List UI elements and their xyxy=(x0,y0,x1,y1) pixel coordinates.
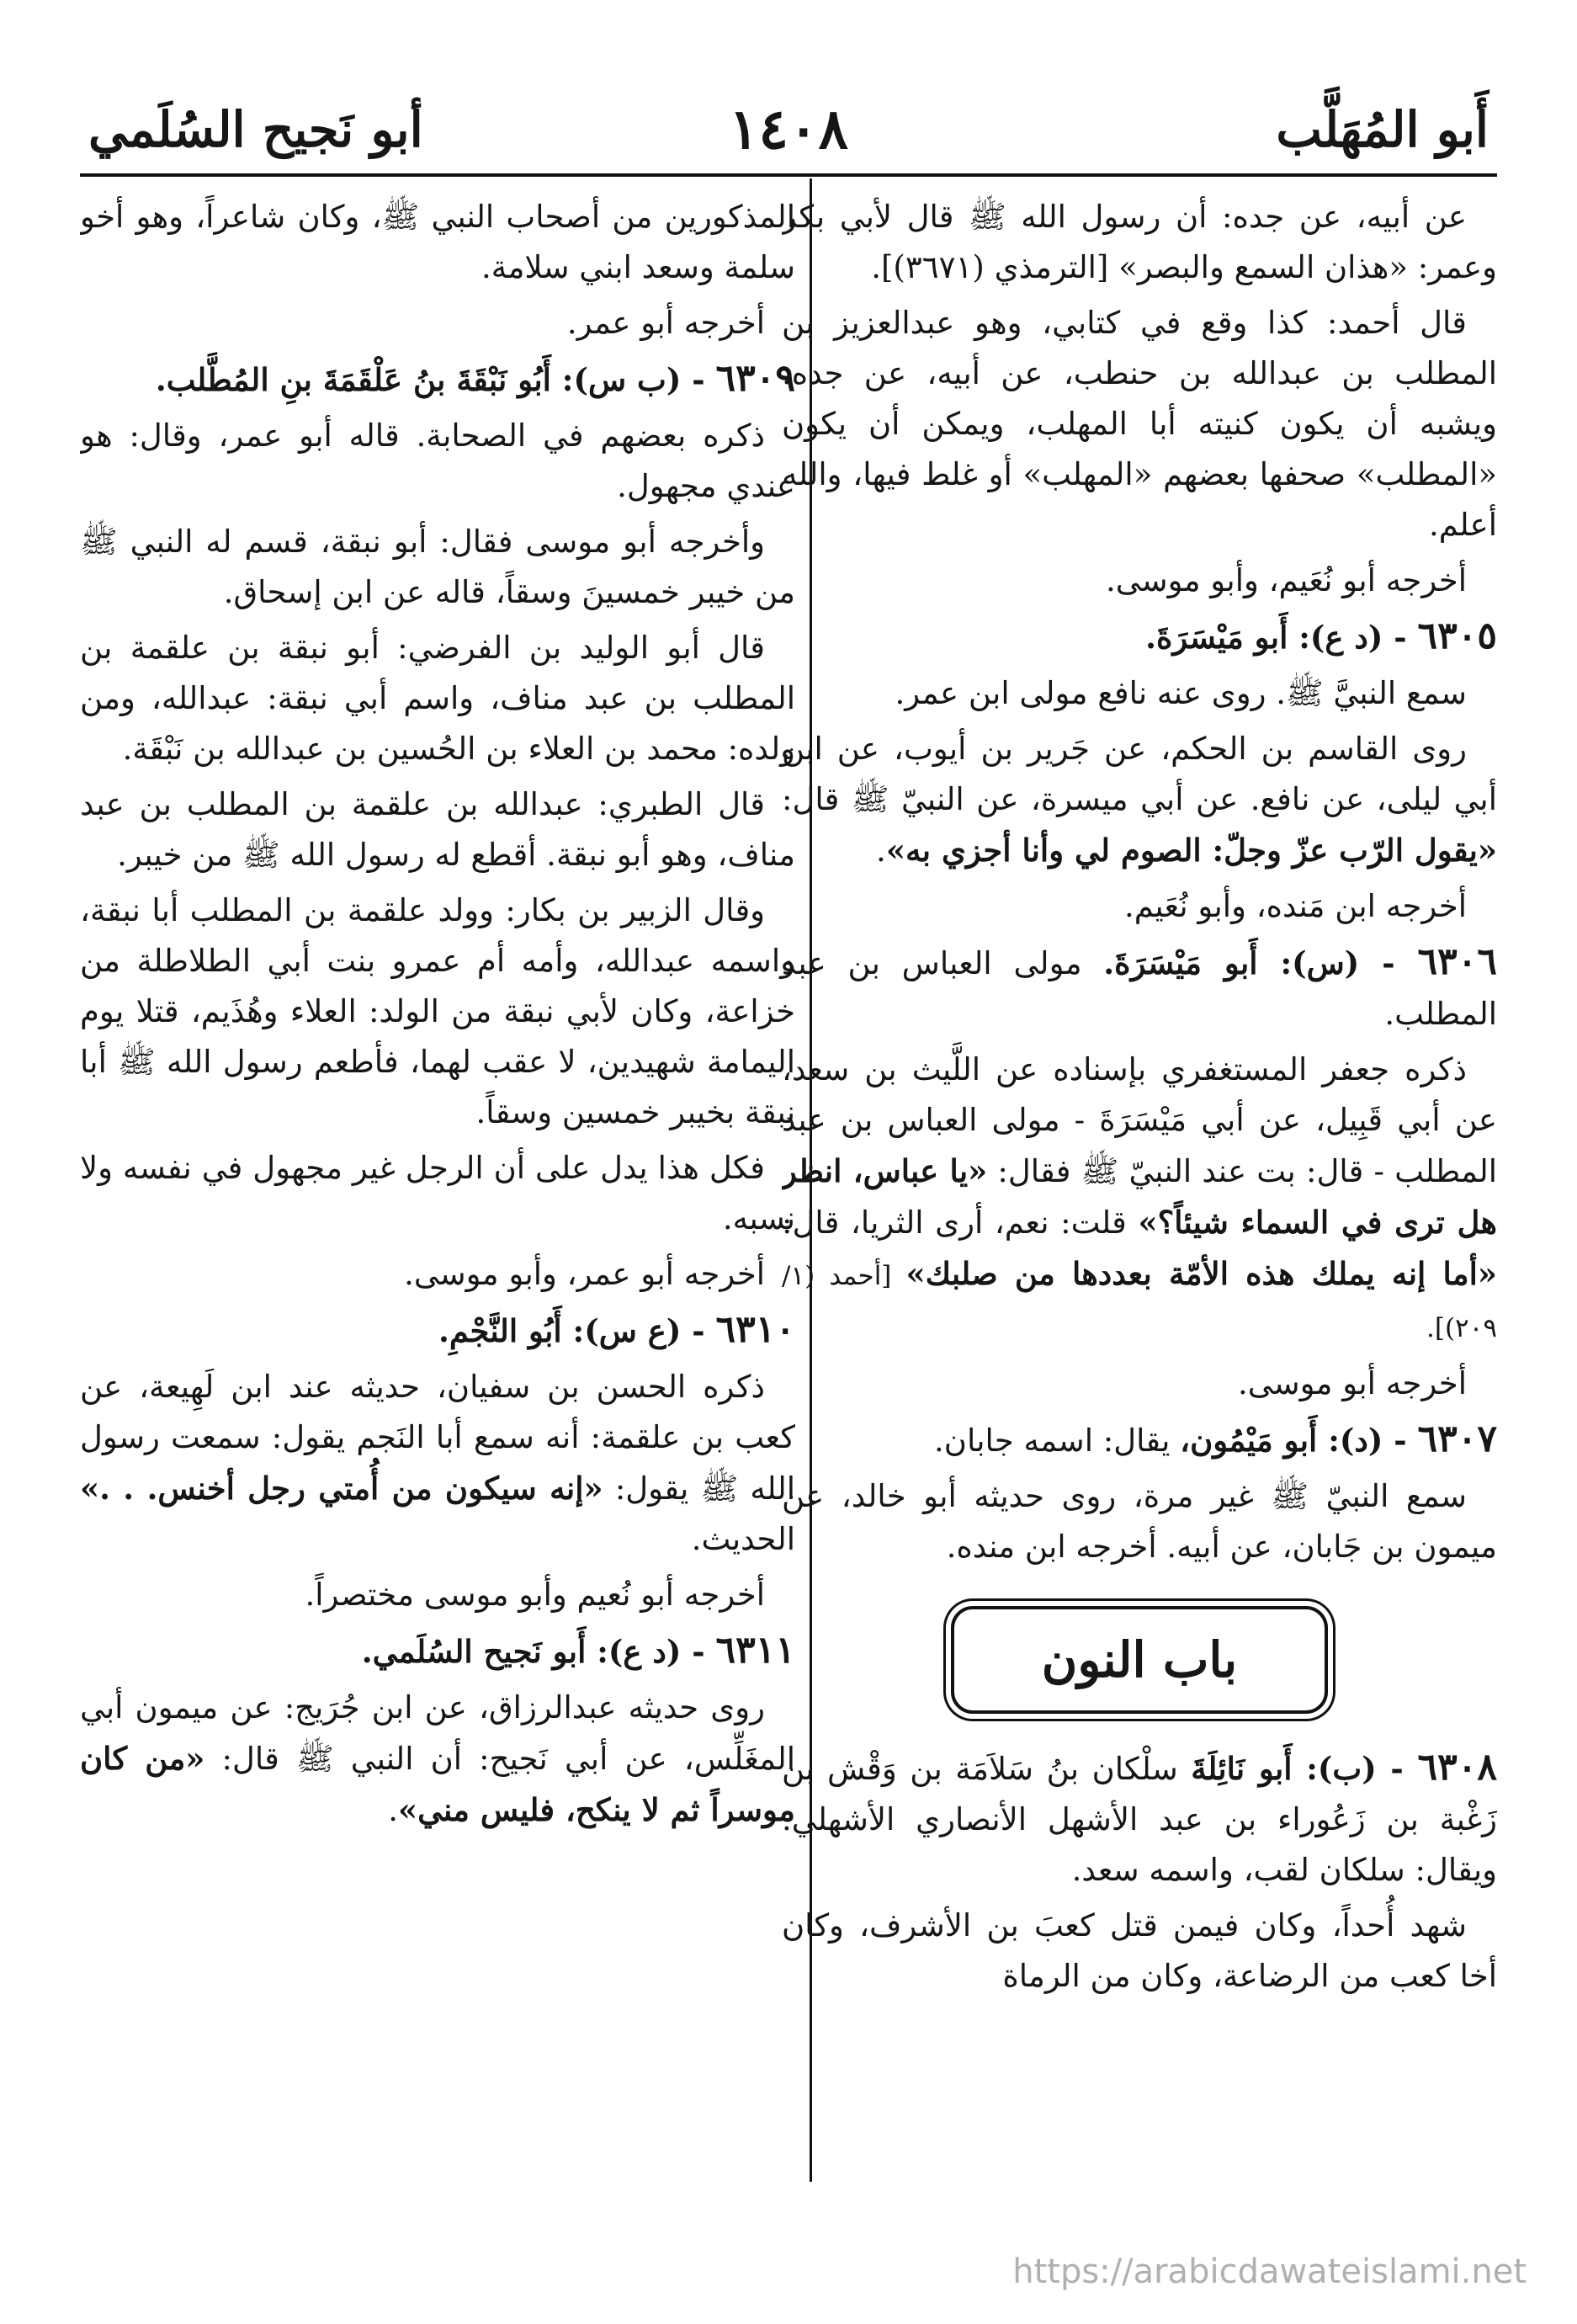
left-column xyxy=(80,192,795,2178)
text: قلت: نعم، أرى الثريا، قال: xyxy=(782,1205,1139,1241)
paragraph: أخرجه أبو نُعيم وأبو موسى مختصراً. xyxy=(305,1577,765,1613)
entry-number: ٦٣٠٦ xyxy=(1417,940,1497,983)
paragraph xyxy=(80,1683,795,1836)
entry-heading: - (د ع): أَبو نَجيح السُلَمي. xyxy=(361,1633,716,1670)
text: الحديث. xyxy=(691,1521,795,1557)
paragraph xyxy=(782,724,1497,876)
paragraph: المذكورين من أصحاب النبي ﷺ، وكان شاعراً، وهو أخو سلمة وسعد ابني سلامة. xyxy=(80,199,795,285)
entry-heading: - (ب س): أَبُو نَبْقَةَ بنُ عَلْقَمَةَ بنِ المُطَّلب. xyxy=(155,361,716,398)
entry-6307 xyxy=(782,1414,1497,1466)
paragraph: شهد أُحداً، وكان فيمن قتل كعبَ بن الأشرف، وكان أخا كعب من الرضاعة، وكان من الرماة xyxy=(782,1907,1497,1994)
paragraph: أخرجه أبو عمر. xyxy=(566,305,765,341)
paragraph: قال أبو الوليد بن الفرضي: أبو نبقة بن علقمة بن المطلب بن عبد مناف، واسم أبي نبقة: عبدالله، ومن ولده: محمد بن العلاء بن الحُسين بن عبدالله بن نَبْقَة. xyxy=(80,630,795,767)
paragraph: وقال الزبير بن بكار: وولد علقمة بن المطلب أبا نبقة، واسمه عبدالله، وأمه أم عمرو بنت أبي الطلاطلة من خزاعة، وكان لأبي نبقة من الولد: العلاء وهُذَيم، قتلا يوم اليمامة شهيدين، لا عقب لهما، فأطعم رسول الله ﷺ أبا نبقة بخيبر خمسين وسقاً. xyxy=(80,892,795,1130)
text: روى حديثه عبدالرزاق، عن ابن جُرَيج: عن ميمون أبي المغَلِّس، عن أبي نَجيح: أن النبي ﷺ قال: xyxy=(80,1689,795,1777)
entry-6306 xyxy=(782,937,1497,1040)
entry-text: مولى العباس بن عبد المطلب. xyxy=(782,945,1497,1032)
entry-number: ٦٣١١ xyxy=(715,1629,795,1672)
paragraph: أخرجه أبو نُعَيم، وأبو موسى. xyxy=(1106,562,1467,598)
watermark-url: https://arabicdawateislami.net xyxy=(1012,2252,1527,2291)
entry-heading: - (د ع): أَبو مَيْسَرَةَ. xyxy=(1145,619,1418,656)
entry-number: ٦٣٠٧ xyxy=(1417,1417,1497,1460)
paragraph xyxy=(782,1045,1497,1353)
paragraph: سمع النبيَّ ﷺ. روى عنه نافع مولى ابن عمر. xyxy=(895,675,1467,711)
hadith-quote: «إنه سيكون من أُمتي رجل أخنس. . .» xyxy=(80,1470,603,1507)
section-title: باب النون xyxy=(1041,1631,1238,1688)
entry-number: ٦٣٠٥ xyxy=(1417,614,1497,657)
entry-6305 xyxy=(782,611,1497,663)
entry-heading: - (د): أَبو مَيْمُون، xyxy=(1180,1422,1418,1459)
paragraph: أخرجه أبو موسى. xyxy=(1237,1365,1467,1401)
entry-6310 xyxy=(80,1305,795,1357)
entry-number: ٦٣١٠ xyxy=(715,1308,795,1351)
paragraph: أخرجه ابن مَنده، وأبو نُعَيم. xyxy=(1123,888,1467,924)
right-column xyxy=(782,192,1497,2178)
header-rule xyxy=(80,173,1497,177)
entry-6311 xyxy=(80,1625,795,1678)
entry-6309 xyxy=(80,354,795,406)
paragraph: ذكره بعضهم في الصحابة. قاله أبو عمر، وقال: هو عندي مجهول. xyxy=(80,417,795,504)
entry-heading: - (س): أَبو مَيْسَرَةَ. xyxy=(1103,944,1418,981)
hadith-quote: «أما إنه يملك هذه الأمّة بعددها من صلبك» xyxy=(905,1255,1497,1292)
entry-number: ٦٣٠٨ xyxy=(1417,1746,1497,1789)
paragraph: سمع النبيّ ﷺ غير مرة، روى حديثه أبو خالد، عن ميمون بن جَابان، عن أبيه. أخرجه ابن منده. xyxy=(782,1478,1497,1565)
hadith-quote: «من كان موسراً ثم لا ينكح، فليس مني» xyxy=(80,1740,795,1828)
hadith-quote: «يا عباس، انظر هل ترى في السماء شيئاً؟» xyxy=(782,1152,1497,1241)
paragraph: أخرجه أبو عمر، وأبو موسى. xyxy=(404,1256,765,1292)
entry-text: يقال: اسمه جابان. xyxy=(934,1423,1181,1459)
paragraph: قال أحمد: كذا وقع في كتابي، وهو عبدالعزيز بن المطلب بن عبدالله بن حنطب، عن أبيه، عن جده. ويشبه أن يكون كنيته أبا المهلب، ويمكن أن يكون «المطلب» صحفها بعضهم «المهلب» أو غلط فيها، والله أعلم. xyxy=(782,305,1497,543)
page-header xyxy=(80,84,1497,168)
paragraph: عن أبيه، عن جده: أن رسول الله ﷺ قال لأبي بكر وعمر: «هذان السمع والبصر» [الترمذي (٣٦٧١)]. xyxy=(782,199,1497,285)
running-head-left: أبو نَجيح السُلَمي xyxy=(88,101,423,158)
text: ذكره الحسن بن سفيان، حديثه عند ابن لَهِيعة، عن كعب بن علقمة: أنه سمع أبا النَجم يقول: سمعت رسول الله ﷺ يقول: xyxy=(80,1369,795,1507)
entry-6308 xyxy=(782,1742,1497,1896)
text: ذكره جعفر المستغفري بإسناده عن اللَّيث بن سعد، عن أبي قَبِيل، عن أبي مَيْسَرَةَ - مولى العباس بن عبد المطلب - قال: بت عند النبيّ ﷺ فقال: xyxy=(782,1051,1497,1189)
entry-heading: - (ع س): أَبُو النَّجْمِ. xyxy=(438,1312,716,1349)
paragraph: قال الطبري: عبدالله بن علقمة بن المطلب بن عبد مناف، وهو أبو نبقة. أقطع له رسول الله ﷺ من خيبر. xyxy=(80,786,795,873)
text: روى القاسم بن الحكم، عن جَرير بن أيوب، عن ابن أبي ليلى، عن نافع. عن أبي ميسرة، عن النبيّ ﷺ قال: xyxy=(782,731,1497,817)
paragraph: فكل هذا يدل على أن الرجل غير مجهول في نفسه ولا نسبه. xyxy=(80,1150,795,1236)
section-title-box xyxy=(951,1606,1328,1714)
page-number: ١٤٠٨ xyxy=(729,96,848,162)
entry-text: سلْكان بنُ سَلاَمَة بن وَقْش بن زَغْبة بن زَعُوراء بن عبد الأشهل الأنصاري الأشهلي. ويقال: سلكان لقب، واسمه سعد. xyxy=(782,1751,1497,1888)
hadith-quote: «يقول الرّب عزّ وجلّ: الصوم لي وأنا أجزي به» xyxy=(885,832,1497,869)
paragraph xyxy=(80,1362,795,1565)
running-head-right: أَبو المُهَلَّب xyxy=(1276,101,1489,158)
entry-heading: - (ب): أَبو نَائِلَةَ xyxy=(1191,1750,1418,1787)
text: . xyxy=(388,1792,398,1828)
paragraph: وأخرجه أبو موسى فقال: أبو نبقة، قسم له النبي ﷺ من خيبر خمسينَ وسقاً، قاله عن ابن إسحاق. xyxy=(80,524,795,610)
entry-number: ٦٣٠٩ xyxy=(715,357,795,400)
text: . xyxy=(876,832,886,869)
citation: [أحمد (١/ ٢٠٩)]. xyxy=(782,1261,1497,1343)
